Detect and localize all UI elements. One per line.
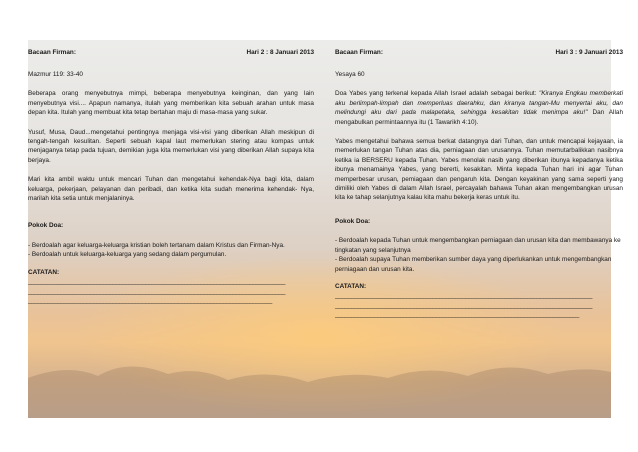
right-paragraph-1-quote: "Kiranya Engkau memberkati aku berlimpah-limpah dan memperluas daerahku, dan kiranya tangan-Mu menyertai aku, dan melindungi aku dari pada malapetaka, sehingga kesakitan tidak menimpa aku!" [335,90,623,117]
right-paragraph-1-tail: Dan Allah mengabulkan permintaannya itu (1 Tawarikh 4:10). [335,109,623,126]
left-prayer-item-1: - Berdoalah agar keluarga-keluarga kristian boleh tertanam dalam Kristus dan Firman-Nya. [28,241,285,249]
left-header-day: Hari 2 : 8 Januari 2013 [246,49,314,56]
right-reference: Yesaya 60 [335,71,365,78]
right-paragraph-1 [335,89,623,127]
right-header-label: Bacaan Firman: [335,49,383,56]
left-header-label: Bacaan Firman: [28,49,76,56]
left-notes-line: ___________________________________________________________________________ [28,296,273,304]
right-paragraph-2: Yabes mengetahui bahawa semua berkat datangnya dari Tuhan, dan untuk mencapai kejayaan, ia memerlukan tangan Tuhan atas dia, perniagaan dan urusannya. Tuhan memutarbalikkan nasibnya ketika ia BERSERU kepada Tuhan. Yabes menolak nasib yang diberikan ibunya kepadanya ketika ibunya menamainya Yabes, yang bererti, kesakitan. Minta kepada Tuhan hari ini agar Tuhan memperbesar urusan, pemiagaan dan pengaruh kita. Dengan keyakinan yang sama seperti yang dimiliki oleh Yabes di dalam Allah Israel, percayalah bahawa Tuhan akan mengembangkan urusan kita ke tahap selanjutnya kalau kita mahu bekerja keras untuk itu. [335,138,623,202]
right-notes-line: _______________________________________________________________________________ [335,301,593,309]
right-prayer-item-1: - Berdoalah kepada Tuhan untuk mengembangkan perniagaan dan urusan kita dan membawanya ke tingkatan yang selanjutnya [335,237,621,254]
right-prayer-item-2: - Berdoalah supaya Tuhan memberikan sumber daya yang diperlukankan untuk mengembangkan perniagaan dan urusan kita. [335,256,612,273]
left-column [28,40,318,418]
right-column [335,40,625,418]
left-notes-line: _______________________________________________________________________________ [28,287,286,295]
left-notes-heading: CATATAN: [28,268,60,276]
right-header [335,48,623,58]
right-notes-heading: CATATAN: [335,282,367,290]
right-header-day: Hari 3 : 9 Januari 2013 [555,49,623,56]
left-reference: Mazmur 119: 33-40 [28,71,83,78]
left-paragraph-2: Yusuf, Musa, Daud...mengetahui pentingnya menjaga visi-visi yang diberikan Allah meskipun di tengah-tengah kesulitan. Seperti sebuah kapal laut memerlukan stering atau kompas untuk menjaganya tetap pada tujuan, demikian juga kita memerlukan visi yang diberikan Allah supaya kita berjaya. [28,128,314,164]
left-prayer-item-2: - Berdoalah untuk keluarga-keluarga yang sedang dalam pergumulan. [28,251,227,259]
right-notes-line: _______________________________________________________________________________ [335,292,593,300]
right-paragraph-1-intro: Doa Yabes yang terkenal kepada Allah Israel adalah sebagai berikut: [335,90,539,98]
left-paragraph-3: Mari kita ambil waktu untuk mencari Tuhan dan mengetahui kehendak-Nya bagi kita, dalam keluarga, pekerjaan, pelayanan dan peribadi, dan ketika kita sudah menerima kehendak- Nya, marilah kita setia untuk menjalaninya. [28,176,314,203]
left-notes-line: _______________________________________________________________________________ [28,278,286,286]
right-prayer-heading: Pokok Doa: [335,217,371,225]
left-header [28,48,314,58]
left-paragraph-1: Beberapa orang menyebutnya mimpi, beberapa menyebutnya keinginan, dan yang lain menyebutnya visi.... Apapun namanya, itulah yang memberikan kita sebuah arahan untuk masa depan kita. Itulah yang membuat kita tetap bertahan maju di masa-masa yang sukar. [28,90,314,117]
devotional-sheet [28,40,623,418]
right-notes-line: ___________________________________________________________________________ [335,311,580,319]
left-prayer-heading: Pokok Doa: [28,222,64,230]
